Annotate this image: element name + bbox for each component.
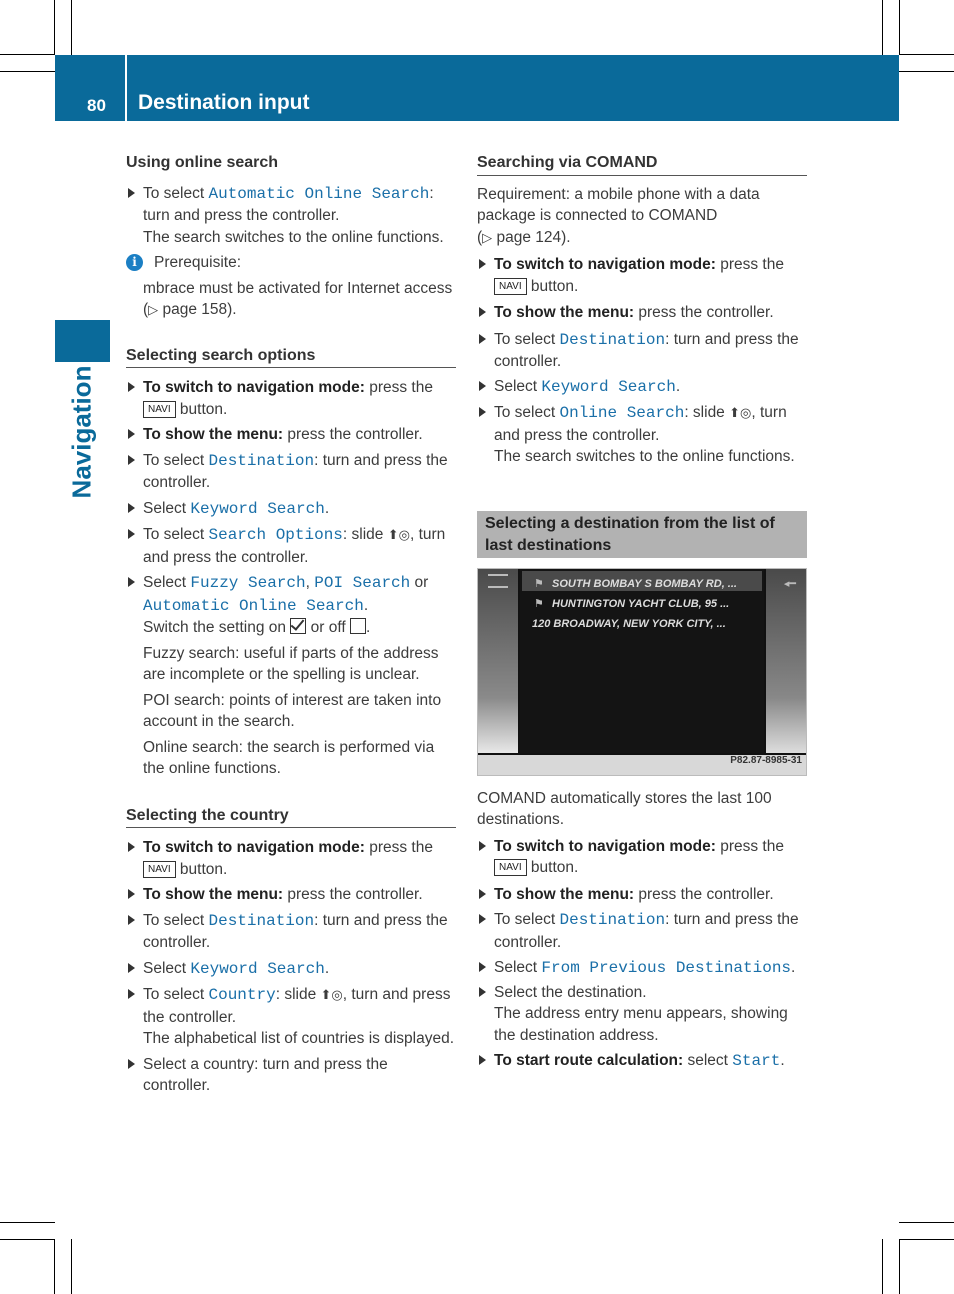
- note-online: Online search: the search is performed via the online functions.: [143, 738, 435, 777]
- destination-flag-icon: ⚑: [534, 597, 544, 610]
- header-separator: [125, 55, 127, 121]
- text: or off: [306, 619, 350, 636]
- side-tab-marker: [55, 320, 110, 362]
- section-banner: Selecting a destination from the list of last destinations: [477, 511, 807, 558]
- screen-line: HUNTINGTON YACHT CLUB, 95 ...: [552, 597, 730, 610]
- text: To select: [494, 330, 560, 348]
- menu-term: Destination: [559, 330, 666, 349]
- navi-button-icon: NAVI: [143, 401, 176, 418]
- crop-mark: [899, 71, 954, 72]
- menu-term: Destination: [208, 911, 315, 930]
- text: The alphabetical list of countries is displayed.: [143, 1030, 455, 1047]
- text: Select: [494, 377, 542, 395]
- text: : turn and press the controller.: [143, 911, 448, 951]
- menu-term: Online Search: [559, 404, 685, 422]
- navi-button-icon: NAVI: [143, 861, 176, 878]
- step: [126, 984, 456, 1050]
- step-label: To switch to navigation mode:: [143, 379, 365, 396]
- menu-term: Start: [732, 1052, 781, 1070]
- step-label: To switch to navigation mode:: [494, 256, 716, 273]
- controller-slide-icon: ⬆◎: [387, 528, 410, 543]
- text: press the: [715, 837, 784, 855]
- text: The search switches to the online functions.: [143, 228, 444, 246]
- text: .: [363, 596, 369, 614]
- crop-mark: [0, 1239, 55, 1240]
- step: Select a country: turn and press the controller.: [126, 1054, 456, 1097]
- menu-term: POI Search: [314, 574, 411, 592]
- menu-term: Search Options: [208, 526, 343, 544]
- intro: COMAND automatically stores the last 100 destinations.: [477, 789, 772, 828]
- step-label: To show the menu:: [143, 886, 284, 903]
- crop-mark: [899, 0, 900, 55]
- step: [126, 498, 456, 521]
- info-label: Prerequisite:: [154, 254, 242, 271]
- step: [477, 254, 807, 297]
- info-icon: i: [126, 254, 143, 271]
- text: button.: [526, 277, 579, 295]
- info-note: [126, 252, 456, 274]
- heading-search-comand: Searching via COMAND: [477, 152, 807, 176]
- crop-mark: [882, 0, 883, 55]
- text: turn and press the controller.: [143, 207, 340, 224]
- text: : turn and press the controller.: [494, 330, 799, 370]
- step-label: To show the menu:: [494, 304, 635, 321]
- text: .: [791, 959, 796, 976]
- text: Select: [143, 574, 191, 591]
- text: .: [324, 499, 330, 517]
- menu-term: Country: [208, 986, 276, 1004]
- menu-term: Keyword Search: [190, 959, 325, 978]
- step: [477, 402, 807, 468]
- text: select: [683, 1052, 733, 1069]
- text: To select: [143, 451, 209, 469]
- menu-term: Destination: [208, 451, 315, 470]
- page-ref-icon: ▷: [148, 303, 159, 318]
- crop-mark: [54, 1239, 55, 1294]
- text: button.: [175, 860, 228, 878]
- text: To select: [143, 184, 209, 202]
- step-label: To switch to navigation mode:: [143, 839, 365, 856]
- crop-mark: [899, 1239, 954, 1240]
- crop-mark: [0, 71, 55, 72]
- image-code: P82.87-8985-31: [730, 755, 802, 766]
- menu-term: Keyword Search: [541, 377, 676, 396]
- destination-flag-icon: ⚑: [534, 577, 544, 590]
- text: press the controller.: [634, 885, 774, 903]
- step: [126, 910, 456, 954]
- menu-term: Fuzzy Search: [190, 574, 306, 592]
- checkbox-empty-icon: [350, 618, 366, 634]
- step: [477, 957, 807, 980]
- note-fuzzy: Fuzzy search: useful if parts of the address are incomplete or the spelling is unclear.: [143, 644, 439, 683]
- step-label: To show the menu:: [143, 426, 284, 443]
- step: [477, 982, 807, 1047]
- page-number: 80: [87, 96, 106, 115]
- crop-mark: [71, 0, 72, 55]
- crop-mark: [0, 54, 55, 55]
- page-title: Destination input: [138, 91, 310, 114]
- crop-mark: [54, 0, 55, 55]
- text: or: [410, 574, 429, 591]
- comand-screen-image: [477, 568, 807, 776]
- text: , turn and press the controller.: [143, 526, 446, 566]
- step-label: To show the menu:: [494, 885, 635, 903]
- text: press the controller.: [283, 886, 423, 903]
- menu-lines-icon: [488, 574, 508, 588]
- screen-line: SOUTH BOMBAY S BOMBAY RD, ...: [552, 577, 737, 590]
- text: : slide: [342, 526, 388, 543]
- crop-mark: [899, 1222, 954, 1223]
- heading-select-country: Selecting the country: [126, 805, 456, 829]
- step: [477, 836, 807, 879]
- step: [126, 450, 456, 494]
- step: [477, 1050, 807, 1073]
- text: To select: [143, 911, 209, 929]
- menu-term: Destination: [559, 911, 666, 929]
- menu-term: Automatic Online Search: [208, 184, 430, 203]
- text: press the controller.: [283, 426, 423, 443]
- step: [126, 837, 456, 880]
- navi-button-icon: NAVI: [494, 859, 527, 876]
- menu-term: From Previous Destinations: [541, 959, 792, 977]
- step: [126, 958, 456, 981]
- text: The address entry menu appears, showing the destination address.: [494, 1005, 788, 1044]
- text: page 124).: [496, 228, 571, 246]
- text: press the controller.: [634, 304, 774, 321]
- text: : slide: [275, 986, 321, 1003]
- text: To select: [494, 404, 560, 421]
- text: .: [366, 619, 371, 636]
- text: press the: [715, 256, 784, 273]
- step-label: To switch to navigation mode:: [494, 837, 716, 855]
- step: [477, 302, 807, 324]
- text: The search switches to the online functions.: [494, 448, 795, 465]
- text: : turn and press the controller.: [143, 451, 448, 491]
- step: [477, 884, 807, 906]
- checkbox-checked-icon: [290, 618, 306, 634]
- controller-slide-icon: ⬆◎: [320, 988, 343, 1003]
- page-ref-icon: ▷: [482, 230, 493, 246]
- right-column: [477, 152, 807, 1073]
- text: .: [780, 1052, 785, 1069]
- step: [477, 376, 807, 399]
- text: Select: [143, 959, 191, 977]
- text: page 158).: [162, 301, 237, 318]
- heading-search-options: Selecting search options: [126, 345, 456, 369]
- info-text: [126, 278, 456, 322]
- text: To select: [494, 911, 560, 928]
- screen-left-bar: [478, 569, 518, 753]
- text: button.: [526, 859, 579, 876]
- step: [126, 424, 456, 446]
- step: [477, 329, 807, 373]
- text: : slide: [684, 404, 730, 421]
- crop-mark: [71, 1239, 72, 1294]
- side-section-label: Navigation: [66, 365, 97, 499]
- text: press the: [364, 379, 433, 396]
- menu-term: Keyword Search: [190, 499, 325, 518]
- step: [126, 377, 456, 420]
- text: ,: [305, 574, 315, 591]
- step: [477, 909, 807, 953]
- text: Select: [494, 959, 542, 976]
- crop-mark: [899, 1239, 900, 1294]
- controller-slide-icon: ⬆◎: [729, 406, 752, 421]
- text: .: [675, 377, 681, 395]
- left-column: [126, 152, 456, 1097]
- text: Switch the setting on: [143, 619, 291, 636]
- text: , turn and press the controller.: [143, 986, 451, 1026]
- screen-line: 120 BROADWAY, NEW YORK CITY, ...: [532, 617, 726, 630]
- screen-right-bar: [766, 569, 806, 753]
- heading-online-search: Using online search: [126, 154, 279, 171]
- text: To select: [143, 986, 209, 1003]
- text: Requirement: a mobile phone with a data package is connected to COMAND: [477, 185, 760, 224]
- text: .: [324, 959, 330, 977]
- step: [126, 572, 456, 639]
- text: mbrace must be activated for Internet access (: [143, 279, 453, 318]
- text: : turn and press the controller.: [494, 911, 799, 951]
- menu-term: Automatic Online Search: [143, 596, 364, 615]
- text: , turn and press the controller.: [494, 404, 787, 444]
- step: [126, 524, 456, 568]
- crop-mark: [899, 54, 954, 55]
- text: press the: [364, 839, 433, 856]
- text: Select the destination.: [494, 983, 647, 1001]
- text: To select: [143, 526, 209, 543]
- text: :: [429, 184, 434, 202]
- step: [126, 183, 456, 249]
- text: Select: [143, 499, 191, 517]
- step: [126, 884, 456, 906]
- crop-mark: [882, 1239, 883, 1294]
- crop-mark: [0, 1222, 55, 1223]
- navi-button-icon: NAVI: [494, 278, 527, 295]
- step-label: To start route calculation:: [494, 1052, 684, 1069]
- back-arrow-icon: ◂━: [783, 577, 796, 590]
- requirement: Requirement: a mobile phone with a data package is connected to COMAND (▷ page 124).: [477, 185, 760, 246]
- note-poi: POI search: points of interest are taken into account in the search.: [143, 691, 442, 730]
- text: button.: [175, 400, 228, 418]
